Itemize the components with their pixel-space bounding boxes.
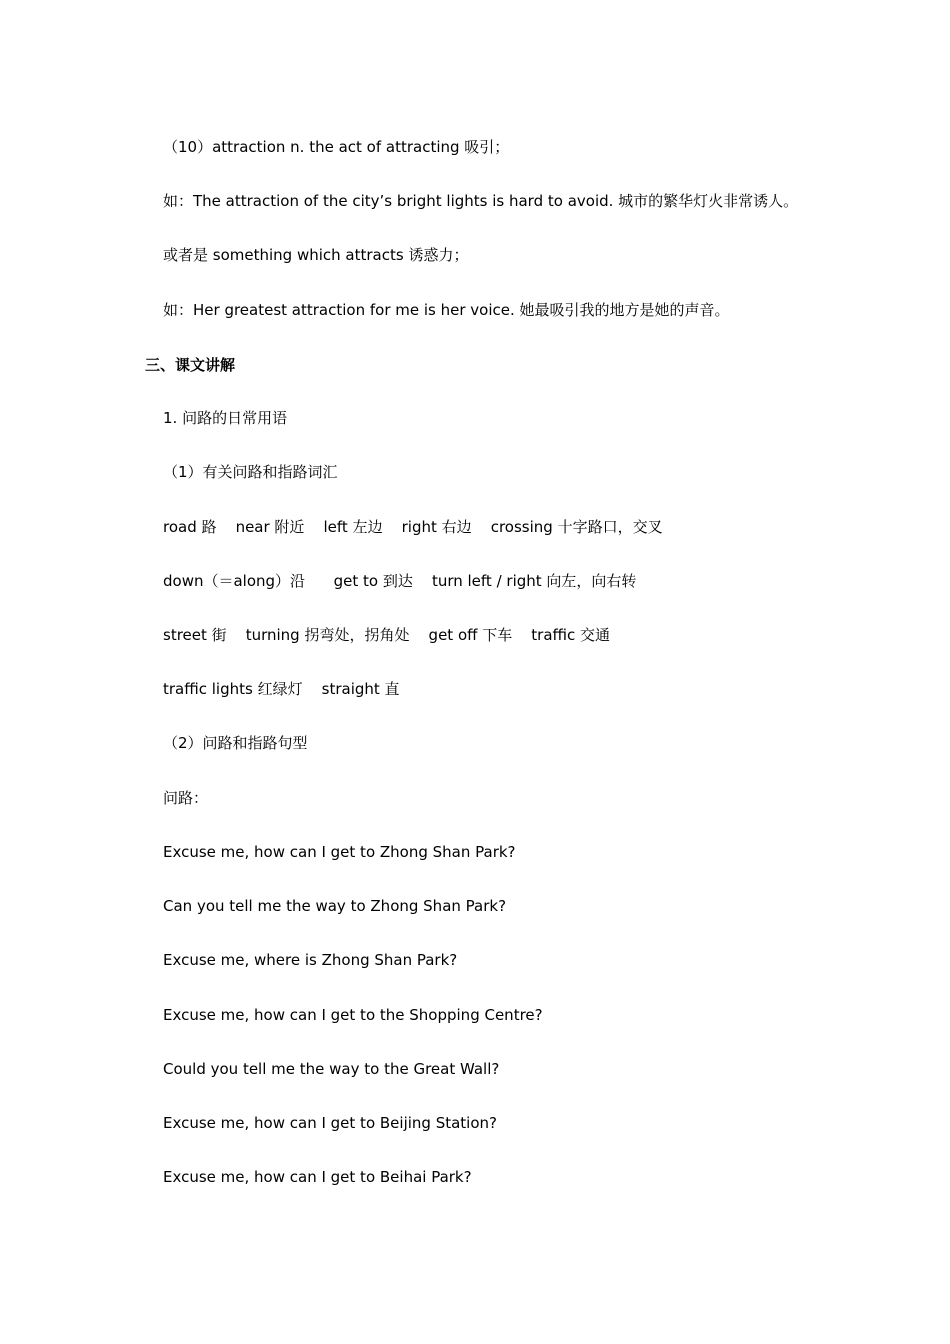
sentence-1: Excuse me, how can I get to Zhong Shan Park? <box>163 843 516 861</box>
vocab-row-3: street 街 turning 拐弯处，拐角处 get off 下车 traffic 交通 <box>163 626 611 644</box>
sentence-2: Can you tell me the way to Zhong Shan Park? <box>163 897 507 915</box>
section-heading-lesson-explanation: 三、课文讲解 <box>145 356 236 374</box>
subsection-asking-directions: 1. 问路的日常用语 <box>163 409 288 427</box>
subsection-vocabulary-title: （1）有关问路和指路词汇 <box>163 463 338 481</box>
vocab-row-4: traffic lights 红绿灯 straight 直 <box>163 680 400 698</box>
example-sentence-voice: 如：Her greatest attraction for me is her voice. 她最吸引我的地方是她的声音。 <box>163 301 730 319</box>
sentence-4: Excuse me, how can I get to the Shopping Centre? <box>163 1006 543 1024</box>
vocab-row-1: road 路 near 附近 left 左边 right 右边 crossing 十字路口，交叉 <box>163 518 663 536</box>
sentence-7: Excuse me, how can I get to Beihai Park? <box>163 1168 472 1186</box>
vocab-entry-attraction: （10）attraction n. the act of attracting 吸引； <box>163 138 510 156</box>
sentence-3: Excuse me, where is Zhong Shan Park? <box>163 951 458 969</box>
sentence-6: Excuse me, how can I get to Beijing Station? <box>163 1114 497 1132</box>
vocab-row-2: down（＝along）沿 get to 到达 turn left / right 向左，向右转 <box>163 572 637 590</box>
subsection-sentence-patterns: （2）问路和指路句型 <box>163 734 308 752</box>
vocab-alt-meaning: 或者是 something which attracts 诱惑力； <box>163 246 469 264</box>
example-sentence-city-lights: 如：The attraction of the city’s bright lights is hard to avoid. 城市的繁华灯火非常诱人。 <box>163 192 799 210</box>
sentence-5: Could you tell me the way to the Great Wall? <box>163 1060 500 1078</box>
asking-label: 问路： <box>163 789 209 807</box>
